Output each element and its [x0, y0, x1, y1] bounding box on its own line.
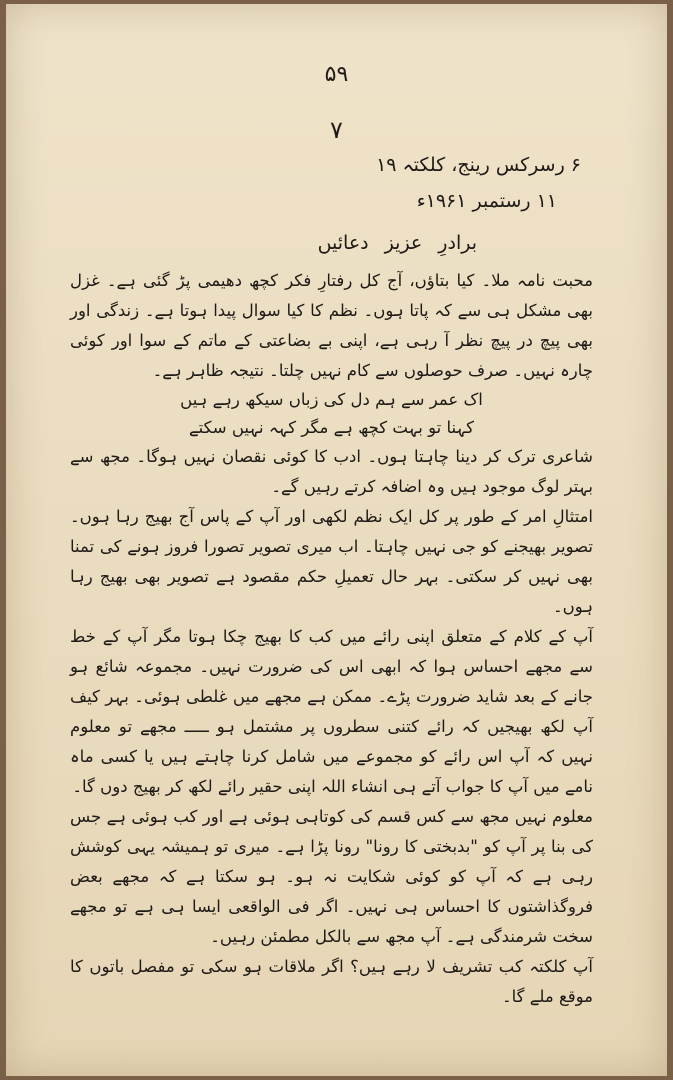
date-line: ۱۱ رستمبر ۱۹۶۱ء [416, 190, 557, 212]
paragraph: محبت نامہ ملا۔ کیا بتاؤں، آج کل رفتارِ فکر کچھ دھیمی پڑ گئی ہے۔ غزل بھی مشکل ہی سے کہ پاتا ہوں۔ نظم کا کیا سوال پیدا ہوتا ہے۔ زندگی اور بھی پیچ در پیچ نظر آ رہی ہے، اپنی بے بضاعتی کے ماتم کے سوا اور کوئی چارہ نہیں۔ صرف حوصلوں سے کام نہیں چلتا۔ نتیجہ ظاہر ہے۔ [70, 271, 593, 380]
paragraph: آپ کے کلام کے متعلق اپنی رائے میں کب کا بھیج چکا ہوتا مگر آپ کے خط سے مجھے احساس ہوا کہ ابھی اس کی ضرورت نہیں۔ مجموعہ شائع ہو جانے کے بعد شاید ضرورت پڑے۔ ممکن ہے مجھے میں غلطی ہوئی۔ بہر کیف آپ لکھ بھیجیں کہ رائے کتنی سطروں پر مشتمل ہو ـــــ مجھے تو معلوم نہیں کہ آپ اس رائے کو مجموعے میں شامل کرنا چاہتے ہیں یا کسی ماہ نامے میں آپ کا جواب آتے ہی انشاء اللہ اپنی حقیر رائے لکھ کر بھیج دوں گا۔ [70, 627, 593, 796]
paragraph: امتثالِ امر کے طور پر کل ایک نظم لکھی اور آپ کے پاس آج بھیج رہا ہوں۔ تصویر بھیجنے کو جی نہیں چاہتا۔ اب میری تصویر تصورا فروز ہونے کی تمنا بھی نہیں کر سکتی۔ بہر حال تعمیلِ حکم مقصود ہے تصویر بھی بھیج رہا ہوں۔ [70, 507, 593, 616]
book-page [6, 4, 667, 1076]
salutation: برادرِ عزیز دعائیں [317, 232, 477, 254]
paragraph: آپ کلکتہ کب تشریف لا رہے ہیں؟ اگر ملاقات ہو سکی تو مفصل باتوں کا موقع ملے گا۔ [70, 957, 593, 1006]
paragraph: شاعری ترک کر دینا چاہتا ہوں۔ ادب کا کوئی نقصان نہیں ہوگا۔ مجھ سے بہتر لوگ موجود ہیں وہ اضافہ کرتے رہیں گے۔ [70, 447, 593, 496]
letter-body [70, 266, 593, 1012]
paragraph: معلوم نہیں مجھ سے کس قسم کی کوتاہی ہوئی ہے اور کب ہوئی ہے جس کی بنا پر آپ کو "بدبختی کا رونا" رونا پڑا ہے۔ میری تو ہمیشہ یہی کوشش رہی ہے کہ آپ کو کوئی شکایت نہ ہو۔ ہو سکتا ہے کہ مجھے بعض فروگذاشتوں کا احساس ہی نہیں۔ اگر فی الواقعی ایسا ہی ہے تو مجھے سخت شرمندگی ہے۔ آپ مجھ سے بالکل مطمئن رہیں۔ [70, 807, 593, 946]
verse-line: کہنا تو بہت کچھ ہے مگر کہہ نہیں سکتے [189, 418, 474, 437]
letter-number: ۷ [330, 116, 343, 144]
page-number: ۵۹ [324, 62, 349, 87]
address-line-1: ۶ رسرکس رینج، کلکتہ ۱۹ [376, 154, 581, 176]
verse-line: اک عمر سے ہم دل کی زباں سیکھ رہے ہیں [180, 390, 483, 409]
